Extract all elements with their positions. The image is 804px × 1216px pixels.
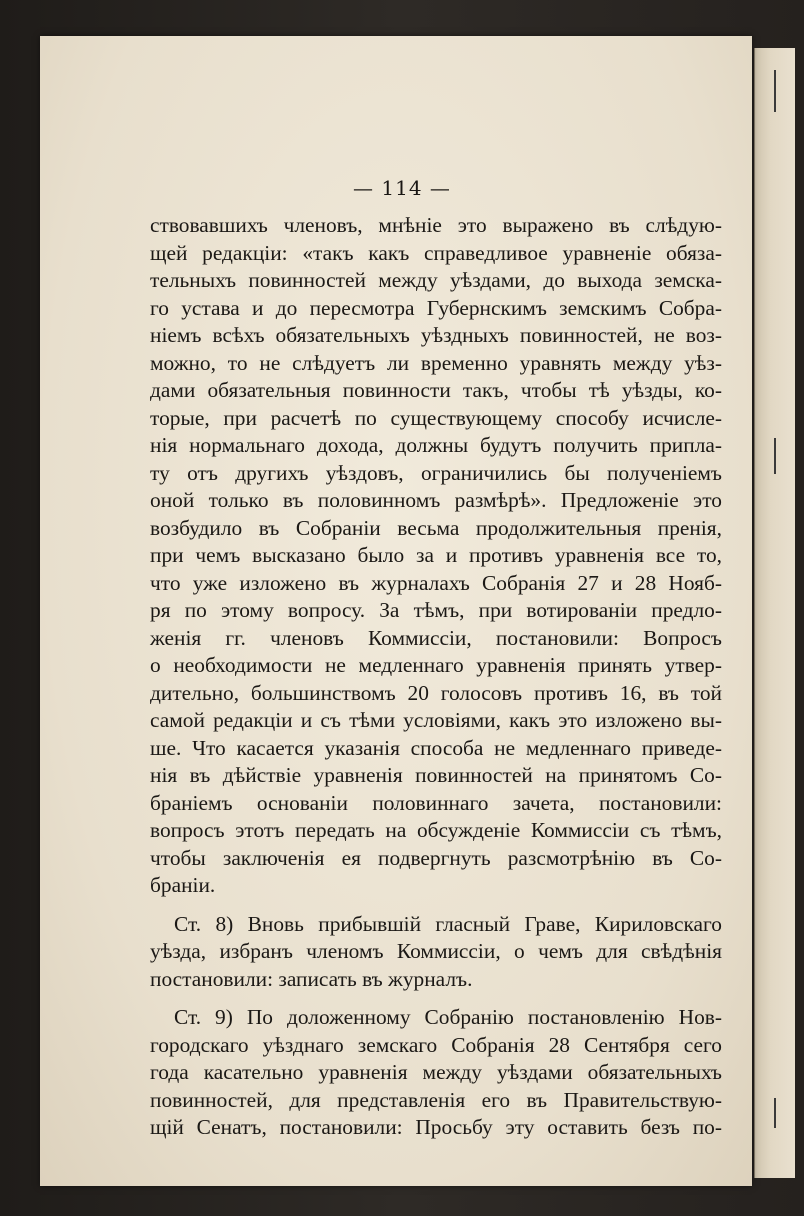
next-page-edge	[754, 48, 795, 1178]
text-line: городскаго уѣзднаго земскаго Собранія 28 Сентября сего	[150, 1032, 722, 1057]
text-line: повинностей, для представленія его въ Правительствую-	[150, 1087, 722, 1112]
text-line: торые, при расчетѣ по существующему способу исчисле-	[150, 405, 722, 430]
edge-mark	[774, 1098, 776, 1128]
text-line: щей редакціи: «такъ какъ справедливое уравненіе обяза-	[150, 240, 722, 265]
text-line: можно, то не слѣдуетъ ли временно уравнять между уѣз-	[150, 350, 722, 375]
text-line: Ст. 8) Вновь прибывшій гласный Граве, Кириловскаго	[174, 911, 722, 936]
paragraph-3	[150, 1004, 722, 1142]
text-line: тельныхъ повинностей между уѣздами, до выхода земска-	[150, 268, 722, 292]
text-line: женія гг. членовъ Коммиссіи, постановили: Вопросъ	[150, 625, 722, 650]
text-line: браніемъ основаніи половиннаго зачета, постановили:	[150, 790, 722, 815]
text-line: ря по этому вопросу. За тѣмъ, при вотированіи предло-	[150, 598, 722, 622]
text-line: Ст. 9) По доложенному Собранію постановленію Нов-	[174, 1005, 722, 1029]
text-line: ше. Что касается указанія способа не медленнаго приведе-	[150, 735, 722, 760]
text-line: года касательно уравненія между уѣздами обязательныхъ	[150, 1060, 722, 1084]
text-line: дами обязательныя повинности такъ, чтобы тѣ уѣзды, ко-	[150, 378, 722, 402]
text-line: дительно, большинствомъ 20 голосовъ противъ 16, въ той	[150, 680, 722, 705]
text-line: возбудило въ Собраніи весьма продолжительныя пренія,	[150, 515, 722, 540]
text-line: го устава и до пересмотра Губернскимъ земскимъ Собра-	[150, 295, 722, 320]
text-line: нія нормальнаго дохода, должны будутъ получить припла-	[150, 433, 722, 457]
text-line: постановили: записать въ журналъ.	[150, 966, 473, 991]
text-line: ніемъ всѣхъ обязательныхъ уѣздныхъ повинностей, не воз-	[150, 323, 722, 347]
text-line: самой редакціи и съ тѣми условіями, какъ это изложено вы-	[150, 708, 722, 732]
page-number: — 114 —	[353, 176, 451, 200]
text-line: ту отъ другихъ уѣздовъ, ограничились бы полученіемъ	[150, 460, 722, 485]
text-line: ствовавшихъ членовъ, мнѣніе это выражено въ слѣдую-	[150, 213, 722, 237]
paragraph-1	[150, 212, 722, 900]
text-line: оной только въ половинномъ размѣрѣ». Предложеніе это	[150, 488, 722, 512]
text-line: уѣзда, избранъ членомъ Коммиссіи, о чемъ для свѣдѣнія	[150, 939, 722, 963]
text-line: что уже изложено въ журналахъ Собранія 27 и 28 Нояб-	[150, 570, 722, 595]
text-line: нія въ дѣйствіе уравненія повинностей на принятомъ Со-	[150, 763, 722, 787]
text-line: о необходимости не медленнаго уравненія принять утвер-	[150, 653, 722, 677]
page-text	[150, 212, 722, 1142]
edge-mark	[774, 70, 776, 112]
text-line: щій Сенатъ, постановили: Просьбу эту оставить безъ по-	[150, 1115, 722, 1139]
text-line: чтобы заключенія ея подвергнуть разсмотрѣнію въ Со-	[150, 845, 722, 870]
paragraph-gap	[150, 900, 722, 911]
text-line: браніи.	[150, 873, 216, 897]
text-line: при чемъ высказано было за и противъ уравненія все то,	[150, 543, 722, 567]
text-line: вопросъ этотъ передать на обсужденіе Коммиссіи съ тѣмъ,	[150, 818, 722, 842]
paragraph-2	[150, 911, 722, 994]
edge-mark	[774, 438, 776, 474]
paragraph-gap	[150, 993, 722, 1004]
